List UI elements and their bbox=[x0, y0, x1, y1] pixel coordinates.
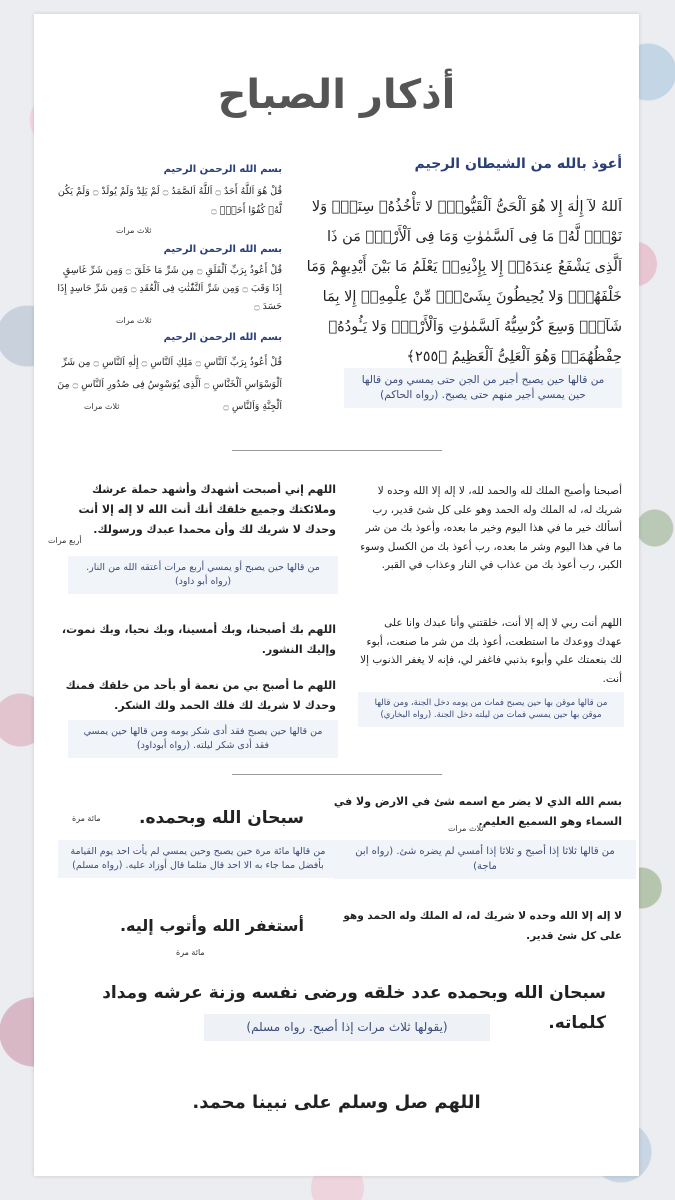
subhanallah-count: مائة مرة bbox=[72, 814, 101, 823]
ma-asbaha-dhikr: اللهم ما أصبح بي من نعمة أو بأحد من خلقك فمنك وحدك لا شريك لك فلك الحمد ولك الشكر. bbox=[65, 679, 336, 712]
surah-nas: قُلْ أَعُوذُ بِرَبِّ اَلنَّاسِ ۝ مَلِكِ اَلنَّاسِ ۝ إِلٰهِ اَلنَّاسِ ۝ مِن شَرِّ اَلْوَسْوَاسِ اَلْخَنَّاسِ ۝ اَلَّذِى يُوَسْوِسُ فِى صُدُورِ اَلنَّاسِ ۝ مِنَ اَلْجِنَّةِ وَاَلنَّاسِ ۝ bbox=[57, 357, 282, 412]
taawwudh-heading: أعوذ بالله من الشيطان الرجيم bbox=[414, 156, 622, 172]
subhanallah-hint: من قالها مائة مرة حين يصبح وحين يمسي لم يأت احد يوم القيامة بأفضل مما جاء به الا احد قال مثلما قال أوزاد عليه. (رواه مسلم) bbox=[58, 840, 338, 878]
basmala-ikhlas: بسم الله الرحمن الرحيم bbox=[163, 164, 282, 175]
subhanallah-adada-hint: (يقولها ثلاث مرات إذا أصبح. رواه مسلم) bbox=[204, 1014, 490, 1041]
ikhlas-count: ثلاث مرات bbox=[116, 226, 152, 235]
page-title: أذكار الصباح bbox=[217, 72, 456, 118]
tahlil-dhikr: لا إله إلا الله وحده لا شريك له، له الملك وله الحمد وهو على كل شئ قدير. bbox=[343, 910, 622, 942]
nas-count: ثلاث مرات bbox=[84, 402, 120, 411]
subhanallah-dhikr: سبحان الله وبحمده. bbox=[138, 808, 304, 828]
sayyid-al-istighfar-hint: من قالها موقن بها حين يصبح فمات من يومه دخل الجنة، ومن قالها موقن بها حين يمسي فمات من ليلته دخل الجنة. (رواه البخاري) bbox=[358, 692, 624, 727]
bismillah-count: ثلاث مرات bbox=[448, 824, 484, 833]
bismillah-alladhi-dhikr: بسم الله الذي لا يضر مع اسمه شئ في الارض ولا في السماء وهو السميع العليم. bbox=[333, 795, 622, 828]
surah-ikhlas: قُلْ هُوَ اَللَّهُ أَحَدٌ ۝ اَللَّهُ اَلصَّمَدُ ۝ لَمْ يَلِدْ وَلَمْ يُولَدْ ۝ وَلَمْ يَكُن لَّهُۥ كُفُوًا أَحَدٌۢ ۝ bbox=[57, 186, 282, 216]
istighfar-dhikr: أستغفر الله وأتوب إليه. bbox=[119, 916, 304, 935]
sayyid-al-istighfar: اللهم أنت ربي لا إله إلا أنت، خلقتني وأنا عبدك وانا على عهدك ووعدك ما استطعت، أعوذ بك من شر ما صنعت، أبوء لك بنعمتك علي وأبوء بذنبي فاغفر لي، فإنه لا يغفر الذنوب إلا أنت. bbox=[360, 617, 622, 685]
salawat-closing: اللهم صل وسلم على نبينا محمد. bbox=[192, 1092, 481, 1113]
divider-1 bbox=[232, 450, 442, 451]
asbahna-dhikr: أصبحنا وأصبح الملك لله والحمد لله، لا إله إلا الله وحده لا شريك له، له الملك وله الحمد وهو على كل شئ قدير، رب أسألك خير ما في هذا اليوم وخير ما بعده، وأعوذ بك من شر ما في هذا اليوم وشر ما بعده، رب أعوذ بك من الكسل وسوء الكبر، رب أعوذ بك من عذاب في النار وعذاب في القبر. bbox=[360, 485, 622, 571]
basmala-nas: بسم الله الرحمن الرحيم bbox=[163, 332, 282, 343]
ashhaduka-hint: من قالها حين يصبح أو يمسي أربع مرات أعتقه الله من النار. (رواه أبو داود) bbox=[68, 556, 338, 594]
ashhaduka-count: أربع مرات bbox=[48, 536, 82, 545]
ma-asbaha-hint: من قالها حين يصبح فقد أدى شكر يومه ومن قالها حين يمسي فقد أدى شكر ليلته. (رواه أبوداود) bbox=[68, 720, 338, 758]
adhkar-card bbox=[34, 14, 639, 1176]
istighfar-count: مائة مرة bbox=[176, 948, 205, 957]
divider-2 bbox=[232, 774, 442, 775]
bismillah-hint: من قالها ثلاثا إذا أصبح و ثلاثا إذا أمسي لم يضره شئ. (رواه ابن ماجة) bbox=[334, 840, 636, 879]
falaq-count: ثلاث مرات bbox=[116, 316, 152, 325]
subhanallah-adada-dhikr: سبحان الله وبحمده عدد خلقه ورضى نفسه وزنة عرشه ومداد كلماته. bbox=[102, 983, 606, 1033]
ayat-al-kursi-hint: من قالها حين يصبح أجير من الجن حتى يمسي ومن قالها حين يمسي أجير منهم حتى يصبح. (رواه الحاكم) bbox=[344, 368, 622, 408]
ayat-al-kursi: اَللهُ لآ إِلٰهَ إِلا هُوَ اَلْحَىُّ اَلْقَيُّومُۚ لا تَأْخُذُهُۥ سِنَةٌۭ وَلا نَوْمٌۭ لَّهُۥ مَا فِى اَلسَّمٰوٰتِ وَمَا فِى اَلْأَرْضِۗ مَن ذَا اَلَّذِى يَشْفَعُ عِندَهُۥٓ إِلا بِإِذْنِهِۦۚ يَعْلَمُ مَا بَيْنَ أَيْدِيهِمْ وَمَا خَلْفَهُمْۖ وَلا يُحِيطُونَ بِشَىْءٍۢ مِّنْ عِلْمِهِۦٓ إِلا بِمَا شَآءَۚ وَسِعَ كُرْسِيُّهُ اَلسَّمٰوٰتِ وَاَلْأَرْضَۖ وَلا يَـُٔودُهُۥ حِفْظُهُمَاۚ وَهُوَ اَلْعَلِىُّ اَلْعَظِيمُ ﴿٢٥٥﴾ bbox=[306, 199, 622, 365]
ashhaduka-dhikr: اللهم إني أصبحت أشهدك وأشهد حملة عرشك وملائكتك وجميع خلقك أنك أنت الله لا إله إلا أنت وحدك لا شريك لك وأن محمدا عبدك ورسولك. bbox=[78, 483, 336, 536]
basmala-falaq: بسم الله الرحمن الرحيم bbox=[163, 244, 282, 255]
surah-falaq: قُلْ أَعُوذُ بِرَبِّ اَلْفَلَقِ ۝ مِن شَرِّ مَا خَلَقَ ۝ وَمِن شَرِّ غَاسِقٍ إِذَا وَقَبَ ۝ وَمِن شَرِّ اَلنَّفّٰثٰتِ فِى اَلْعُقَدِ ۝ وَمِن شَرِّ حَاسِدٍ إِذَا حَسَدَ ۝ bbox=[57, 265, 282, 312]
bika-asbahna-dhikr: اللهم بك أصبحنا، وبك أمسينا، وبك نحيا، وبك نموت، وإليك النشور. bbox=[61, 623, 336, 656]
